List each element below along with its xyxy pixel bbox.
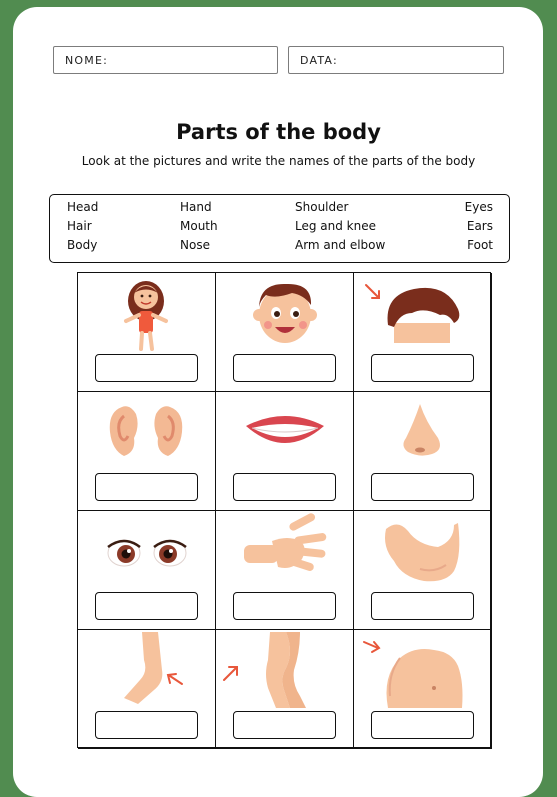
cell-shoulder: [354, 630, 492, 749]
hand-picture: [216, 511, 354, 591]
word-mouth: Mouth: [180, 219, 218, 233]
cell-hair: [354, 273, 492, 392]
answer-box[interactable]: [95, 592, 198, 620]
word-hand: Hand: [180, 200, 212, 214]
answer-box[interactable]: [95, 354, 198, 382]
word-bank: [49, 194, 510, 263]
word-body: Body: [67, 238, 98, 252]
cell-hand: [216, 511, 354, 630]
cell-knee: [216, 630, 354, 749]
mouth-picture: [216, 392, 354, 472]
answer-box[interactable]: [233, 592, 336, 620]
cell-elbow: [78, 630, 216, 749]
word-eyes: Eyes: [464, 200, 493, 214]
word-leg-and-knee: Leg and knee: [295, 219, 376, 233]
girl-body-picture: [78, 273, 216, 353]
eyes-picture: [78, 511, 216, 591]
answer-box[interactable]: [371, 711, 474, 739]
elbow-picture: [78, 630, 216, 710]
word-head: Head: [67, 200, 99, 214]
word-foot: Foot: [467, 238, 493, 252]
answer-box[interactable]: [371, 473, 474, 501]
answer-box[interactable]: [233, 711, 336, 739]
cell-mouth: [216, 392, 354, 511]
word-ears: Ears: [466, 219, 493, 233]
answer-box[interactable]: [233, 354, 336, 382]
word-arm-and-elbow: Arm and elbow: [295, 238, 386, 252]
answer-box[interactable]: [95, 473, 198, 501]
nose-picture: [354, 392, 492, 472]
cell-eyes: [78, 511, 216, 630]
name-label: NOME:: [65, 54, 109, 67]
cell-body: [78, 273, 216, 392]
picture-grid: [77, 272, 491, 748]
foot-picture: [354, 511, 492, 591]
cell-head: [216, 273, 354, 392]
answer-box[interactable]: [371, 592, 474, 620]
date-label: DATA:: [300, 54, 338, 67]
ears-picture: [78, 392, 216, 472]
boy-head-picture: [216, 273, 354, 353]
answer-box[interactable]: [233, 473, 336, 501]
date-field[interactable]: [288, 46, 504, 74]
knee-picture: [216, 630, 354, 710]
answer-box[interactable]: [371, 354, 474, 382]
cell-ears: [78, 392, 216, 511]
cell-nose: [354, 392, 492, 511]
page-title: Parts of the body: [176, 120, 381, 144]
hair-picture: [354, 273, 492, 353]
page-subtitle: Look at the pictures and write the names of the parts of the body: [81, 154, 476, 168]
name-field[interactable]: [53, 46, 278, 74]
cell-foot: [354, 511, 492, 630]
shoulder-picture: [354, 630, 492, 710]
word-nose: Nose: [180, 238, 210, 252]
answer-box[interactable]: [95, 711, 198, 739]
word-shoulder: Shoulder: [295, 200, 349, 214]
word-hair: Hair: [67, 219, 92, 233]
